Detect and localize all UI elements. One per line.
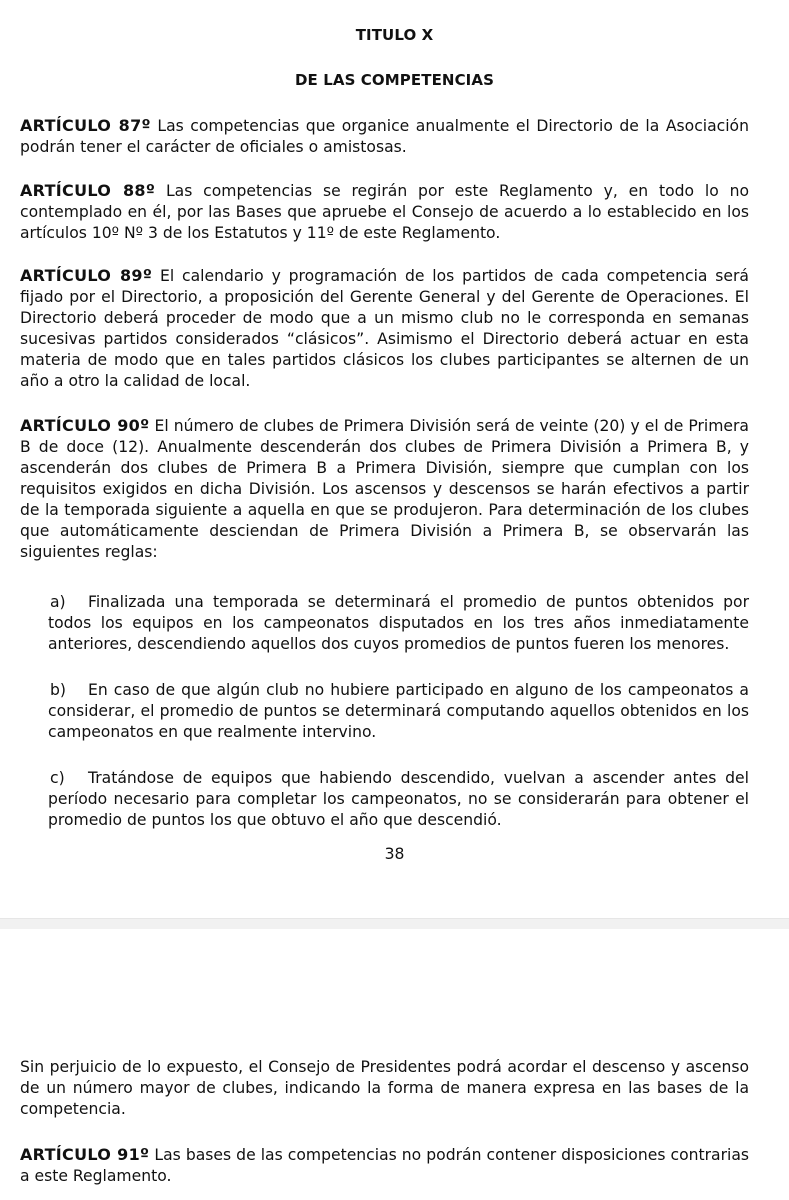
rule-b xyxy=(48,680,749,743)
article-89 xyxy=(20,265,749,392)
article-87-text: Las competencias que organice anualmente el Directorio de la Asociación podrán tener el carácter de oficiales o amistosas. xyxy=(20,117,749,156)
article-88-text: Las competencias se regirán por este Reglamento y, en todo lo no contemplado en él, por las Bases que apruebe el Consejo de acuerdo a lo establecido en los artículos 10º Nº 3 de los Estatutos y 11º de este Reglamento. xyxy=(20,182,749,242)
article-91-label: ARTÍCULO 91º xyxy=(20,1145,150,1164)
article-88-label: ARTÍCULO 88º xyxy=(20,181,156,200)
article-88 xyxy=(20,180,749,244)
rule-a xyxy=(48,592,749,655)
article-91-text: Las bases de las competencias no podrán contener disposiciones contrarias a este Reglamento. xyxy=(20,1146,749,1185)
rule-b-text: En caso de que algún club no hubiere participado en alguno de los campeonatos a considerar, el promedio de puntos se determinará computando aquellos obtenidos en los campeonatos en que realmente intervino. xyxy=(48,681,749,741)
article-90-text: El número de clubes de Primera División será de veinte (20) y el de Primera B de doce (12). Anualmente descenderán dos clubes de Primera División a Primera B, y ascenderán dos clubes de Primera B a Primera División, siempre que cumplan con los requisitos exigidos en dicha División. Los ascensos y descensos se harán efectivos a partir de la temporada siguiente a aquella en que se produjeron. Para determinación de los clubes que automáticamente desciendan de Primera División a Primera B, se observarán las siguientes reglas: xyxy=(20,417,749,561)
article-89-label: ARTÍCULO 89º xyxy=(20,266,153,285)
subtitle-heading: DE LAS COMPETENCIAS xyxy=(295,71,494,89)
title-heading: TITULO X xyxy=(355,26,434,44)
article-91 xyxy=(20,1144,749,1187)
rule-c-text: Tratándose de equipos que habiendo descendido, vuelvan a ascender antes del período necesario para completar los campeonatos, no se considerarán para obtener el promedio de puntos los que obtuvo el año que descendió. xyxy=(48,769,749,829)
article-87-label: ARTÍCULO 87º xyxy=(20,116,151,135)
rule-a-text: Finalizada una temporada se determinará el promedio de puntos obtenidos por todos los equipos en los campeonatos disputados en los tres años inmediatamente anteriores, descendiendo aquellos dos cuyos promedios de puntos fueren los menores. xyxy=(48,593,749,653)
rule-a-marker: a) xyxy=(50,593,66,611)
article-87 xyxy=(20,115,749,158)
rule-c xyxy=(48,768,749,831)
rule-c-marker: c) xyxy=(50,769,65,787)
document-page-39 xyxy=(0,929,789,1200)
rule-b-marker: b) xyxy=(50,681,66,699)
page-number: 38 xyxy=(384,845,405,863)
article-90-continuation: Sin perjuicio de lo expuesto, el Consejo de Presidentes podrá acordar el descenso y ascenso de un número mayor de clubes, indicando la forma de manera expresa en las bases de la competencia. xyxy=(20,1058,749,1118)
article-90 xyxy=(20,415,749,563)
article-90-label: ARTÍCULO 90º xyxy=(20,416,150,435)
article-89-text: El calendario y programación de los partidos de cada competencia será fijado por el Directorio, a proposición del Gerente General y del Gerente de Operaciones. El Directorio deberá proceder de modo que a un mismo club no le corresponda en semanas sucesivas partidos considerados “clásicos”. Asimismo el Directorio deberá actuar en esta materia de modo que en tales partidos clásicos los clubes participantes se alternen de un año a otro la calidad de local. xyxy=(20,267,749,390)
